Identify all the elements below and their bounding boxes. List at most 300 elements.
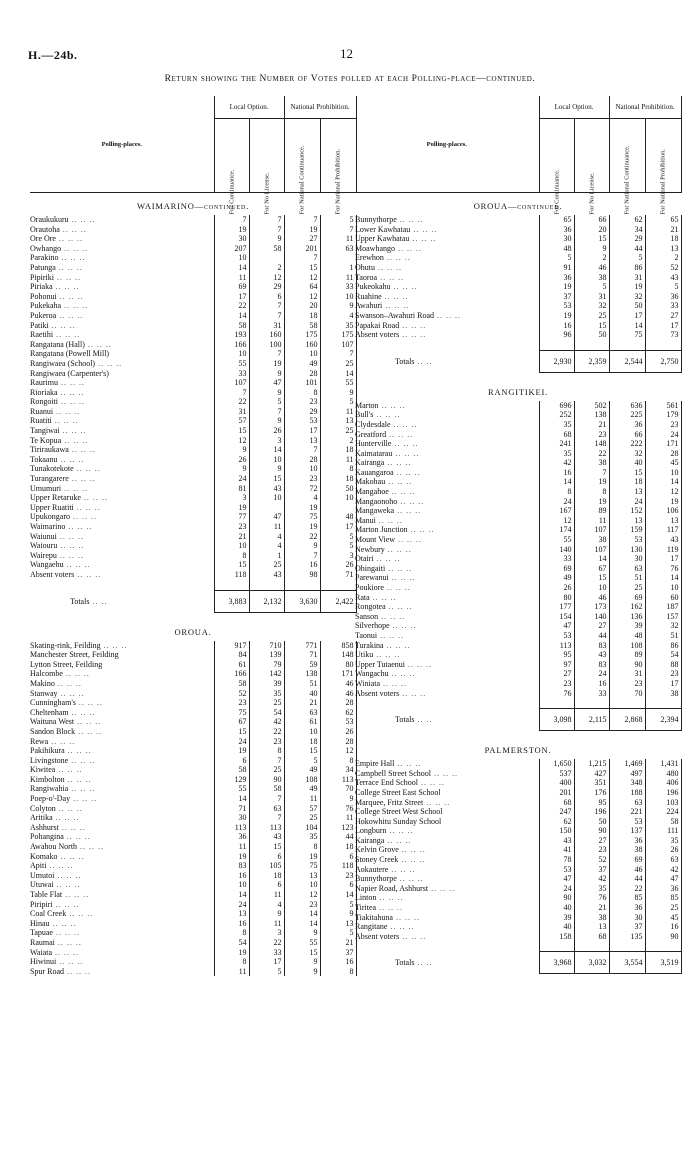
spacer-cell — [539, 698, 574, 709]
polling-place-label: Ashhurst — [30, 822, 59, 832]
table-row — [355, 836, 681, 846]
vote-count-3: 152 — [609, 506, 645, 516]
table-row — [355, 932, 681, 942]
vote-count-3: 130 — [609, 545, 645, 555]
vote-count-3: 61 — [284, 717, 320, 727]
vote-count-3: 9 — [284, 957, 320, 967]
polling-place-label: Tunakotekote — [30, 464, 74, 474]
vote-count-1: 118 — [214, 570, 249, 580]
vote-count-2: 27 — [574, 621, 609, 631]
vote-count-3: 53 — [609, 535, 645, 545]
polling-place-label: Waimarino — [30, 522, 66, 531]
vote-count-3: 138 — [284, 669, 320, 679]
polling-place-label: Utiku — [355, 650, 374, 660]
polling-place-name — [30, 861, 214, 871]
column-header-label: For National Prohibition. — [659, 148, 667, 215]
polling-place-label: Longburn — [355, 826, 387, 836]
totals-row — [355, 350, 681, 372]
polling-place-label: Skating-rink, Feilding — [30, 640, 101, 650]
table-row — [30, 340, 356, 350]
vote-count-4: 35 — [645, 836, 681, 846]
vote-count-3: 28 — [284, 369, 320, 379]
vote-count-2: 83 — [574, 641, 609, 651]
vote-count-2: 11 — [574, 516, 609, 526]
polling-place-name — [30, 957, 214, 967]
polling-place-name — [30, 679, 214, 689]
vote-count-2: 47 — [249, 512, 284, 522]
vote-count-2: 15 — [574, 234, 609, 244]
table-row — [355, 410, 681, 420]
table-row — [355, 602, 681, 612]
vote-count-3: 9 — [284, 967, 320, 977]
vote-count-1: 19 — [214, 852, 249, 862]
vote-count-3: 30 — [609, 913, 645, 923]
vote-count-4: 10 — [645, 468, 681, 478]
vote-count-4: 14 — [320, 890, 356, 900]
vote-count-4: 171 — [645, 439, 681, 449]
table-row — [30, 890, 356, 900]
leader-dots: .. .. .. — [390, 419, 418, 429]
vote-count-2: 138 — [574, 410, 609, 420]
vote-count-2: 10 — [574, 583, 609, 593]
leader-dots: .. .. .. — [392, 448, 420, 458]
vote-count-2 — [249, 503, 284, 513]
vote-count-1: 16 — [214, 871, 249, 881]
vote-count-4: 33 — [320, 282, 356, 292]
polling-place-label: Upper Retaruke — [30, 493, 81, 503]
vote-count-1: 113 — [214, 823, 249, 833]
vote-count-2: 3 — [249, 928, 284, 938]
vote-count-3: 19 — [284, 852, 320, 862]
polling-place-label: Kauangaroa — [355, 467, 394, 477]
leader-dots: .. .. .. — [409, 234, 437, 244]
vote-count-3: 37 — [609, 922, 645, 932]
leader-dots: .. .. .. — [396, 215, 424, 224]
vote-count-2: 43 — [249, 570, 284, 580]
polling-place-label: Silverhope — [355, 621, 390, 631]
leader-dots: .. .. .. — [387, 922, 415, 932]
vote-count-2: 7 — [249, 349, 284, 359]
polling-place-name — [355, 778, 539, 788]
polling-place-name — [355, 564, 539, 574]
polling-place-name — [30, 689, 214, 699]
vote-count-1: 8 — [539, 487, 574, 497]
polling-place-name — [355, 893, 539, 903]
totals-text: Totals — [395, 958, 415, 968]
vote-count-4: 113 — [320, 775, 356, 785]
vote-count-4: 27 — [645, 311, 681, 321]
polling-place-name — [30, 967, 214, 977]
vote-count-2: 22 — [249, 938, 284, 948]
vote-count-1: 16 — [214, 919, 249, 929]
vote-count-4: 480 — [645, 769, 681, 779]
polling-place-name — [30, 737, 214, 747]
polling-place-label: Pukeokahu — [355, 282, 391, 292]
polling-place-name — [355, 449, 539, 459]
vote-count-4: 9 — [320, 794, 356, 804]
leader-dots: .. .. .. — [431, 768, 458, 778]
polling-place-name — [30, 522, 214, 532]
polling-place-label: Rioriaka — [30, 387, 58, 397]
leader-dots: .. .. — [89, 596, 108, 606]
polling-place-label: Apiti — [30, 861, 47, 871]
spacer-cell — [539, 941, 574, 952]
section-name: RANGITIKEI. — [488, 386, 549, 397]
vote-count-2: 23 — [574, 845, 609, 855]
vote-count-3: 98 — [284, 570, 320, 580]
vote-count-4: 11 — [320, 273, 356, 283]
vote-count-4: 33 — [645, 301, 681, 311]
leader-dots: .. .. .. — [58, 822, 86, 832]
leader-dots: .. .. .. — [46, 861, 74, 871]
table-row — [30, 698, 356, 708]
table-row — [355, 506, 681, 516]
vote-count-1: 166 — [214, 669, 249, 679]
table-row — [355, 420, 681, 430]
leader-dots: .. .. .. — [384, 835, 412, 845]
polling-place-name — [355, 477, 539, 487]
polling-place-label: Wangaehu — [30, 560, 64, 570]
polling-place-label: Ohutu — [355, 262, 375, 272]
vote-count-2: 43 — [249, 832, 284, 842]
polling-place-label: Terrace End School — [355, 778, 418, 788]
polling-place-name — [30, 650, 214, 660]
polling-place-name — [355, 497, 539, 507]
leader-dots: .. .. .. — [65, 522, 93, 531]
vote-count-3: 13 — [609, 516, 645, 526]
polling-place-name — [30, 775, 214, 785]
polling-place-label: Napier Road, Ashhurst — [355, 883, 429, 893]
polling-place-name — [355, 573, 539, 583]
table-row — [30, 560, 356, 570]
polling-place-name — [30, 474, 214, 484]
vote-count-4: 10 — [320, 292, 356, 302]
leader-dots: .. .. .. — [56, 531, 84, 541]
national-prohibition-header: National Prohibition. — [284, 96, 356, 119]
vote-count-4: 148 — [320, 650, 356, 660]
leader-dots: .. .. .. — [56, 310, 84, 320]
vote-count-3: 160 — [284, 340, 320, 350]
table-row — [30, 416, 356, 426]
leader-dots: .. .. .. — [73, 502, 101, 512]
spacer-row — [355, 340, 681, 351]
vote-count-4: 23 — [320, 871, 356, 881]
vote-count-1: 52 — [214, 689, 249, 699]
leader-dots: .. .. .. — [62, 669, 90, 679]
polling-place-label: Swanson–Awahuri Road — [355, 310, 435, 320]
leader-dots: .. .. .. — [59, 224, 87, 234]
leader-dots: .. .. .. — [57, 541, 85, 551]
vote-count-2: 46 — [574, 593, 609, 603]
vote-count-2: 95 — [574, 798, 609, 808]
table-row — [30, 493, 356, 503]
vote-count-1: 14 — [539, 477, 574, 487]
table-row — [355, 311, 681, 321]
polling-place-name — [355, 301, 539, 311]
vote-count-4: 18 — [320, 474, 356, 484]
leader-dots: .. .. .. — [383, 640, 411, 650]
vote-count-1: 241 — [539, 439, 574, 449]
leader-dots: .. .. .. — [73, 464, 101, 474]
polling-place-name — [355, 583, 539, 593]
vote-count-1: 10 — [214, 541, 249, 551]
leader-dots: .. .. .. — [68, 445, 96, 455]
vote-count-4: 18 — [320, 445, 356, 455]
polling-place-name — [30, 794, 214, 804]
leader-dots: .. .. .. — [52, 947, 80, 957]
leader-dots: .. .. .. — [393, 467, 421, 477]
leader-dots: .. .. .. — [68, 755, 96, 765]
vote-count-3: 85 — [609, 893, 645, 903]
leader-dots: .. .. .. — [377, 630, 405, 640]
vote-count-3: 23 — [284, 397, 320, 407]
vote-count-1: 14 — [214, 263, 249, 273]
leader-dots: .. .. .. — [423, 797, 451, 807]
leader-dots: .. .. .. — [61, 435, 89, 445]
leader-dots: .. .. .. — [64, 774, 92, 784]
polling-place-name — [355, 602, 539, 612]
leader-dots: .. .. .. — [57, 851, 85, 861]
polling-place-label: Ore Ore — [30, 234, 56, 244]
polling-place-label: Rata — [355, 592, 370, 602]
vote-count-2: 37 — [574, 865, 609, 875]
vote-count-4: 179 — [645, 410, 681, 420]
table-row — [30, 871, 356, 881]
polling-place-name — [355, 769, 539, 779]
vote-count-2: 35 — [249, 689, 284, 699]
vote-count-2: 21 — [574, 420, 609, 430]
vote-count-3: 32 — [609, 449, 645, 459]
vote-count-1: 53 — [539, 631, 574, 641]
leader-dots: .. .. .. — [61, 483, 89, 493]
spacer-cell — [284, 580, 320, 591]
polling-place-name — [355, 225, 539, 235]
vote-count-1: 58 — [214, 765, 249, 775]
leader-dots: .. .. .. — [382, 301, 410, 311]
vote-count-2: 15 — [574, 321, 609, 331]
vote-count-4: 5 — [320, 900, 356, 910]
local-option-header: Local Option. — [539, 96, 609, 119]
vote-count-1: 40 — [539, 903, 574, 913]
vote-count-3: 136 — [609, 612, 645, 622]
vote-count-2: 67 — [574, 564, 609, 574]
table-row — [30, 512, 356, 522]
leader-dots: .. .. .. — [395, 243, 422, 253]
vote-count-2: 38 — [574, 535, 609, 545]
vote-count-2: 33 — [249, 948, 284, 958]
vote-count-4: 19 — [645, 497, 681, 507]
polling-place-label: Piriaka — [30, 282, 53, 292]
vote-count-4: 10 — [645, 583, 681, 593]
vote-count-2: 25 — [249, 560, 284, 570]
vote-count-1: 8 — [214, 928, 249, 938]
vote-count-1: 400 — [539, 778, 574, 788]
leader-dots: .. .. .. — [383, 253, 411, 263]
spacer-cell — [609, 941, 645, 952]
vote-count-2: 35 — [574, 884, 609, 894]
polling-place-name — [355, 292, 539, 302]
vote-count-1: 19 — [214, 746, 249, 756]
table-row — [30, 263, 356, 273]
table-row — [30, 407, 356, 417]
vote-count-1: 54 — [214, 938, 249, 948]
table-row — [355, 487, 681, 497]
polling-place-name — [355, 865, 539, 875]
vote-count-4: 157 — [645, 612, 681, 622]
polling-place-label: Pohonui — [30, 291, 57, 301]
polling-place-name — [30, 823, 214, 833]
vote-count-2: 3 — [249, 436, 284, 446]
polling-place-name — [355, 439, 539, 449]
leader-dots: .. .. .. — [399, 688, 427, 698]
table-row — [30, 689, 356, 699]
column-header-c1 — [539, 119, 574, 215]
leader-dots: .. .. .. — [397, 496, 425, 506]
polling-place-name — [30, 708, 214, 718]
vote-count-1: 23 — [214, 698, 249, 708]
table-row — [355, 798, 681, 808]
vote-count-3: 23 — [284, 900, 320, 910]
vote-count-2: 105 — [249, 861, 284, 871]
vote-count-1: 30 — [214, 813, 249, 823]
polling-place-label: Mangaweka — [355, 506, 395, 516]
table-row — [355, 321, 681, 331]
leader-dots: .. .. — [414, 958, 433, 968]
polling-place-label: Upukongaro — [30, 512, 70, 522]
table-row — [355, 893, 681, 903]
table-row — [355, 330, 681, 340]
polling-place-name — [30, 253, 214, 263]
vote-count-3: 104 — [284, 823, 320, 833]
leader-dots: .. .. .. — [48, 320, 76, 330]
vote-count-1: 48 — [539, 244, 574, 254]
polling-place-label: Tiritea — [355, 903, 377, 913]
vote-count-2: 100 — [249, 340, 284, 350]
vote-count-4: 43 — [645, 273, 681, 283]
polling-place-name — [30, 378, 214, 388]
leader-dots: .. .. .. — [378, 611, 406, 621]
spacer-cell — [645, 698, 681, 709]
vote-count-1: 15 — [214, 560, 249, 570]
polling-place-name — [355, 798, 539, 808]
vote-count-2: 4 — [249, 900, 284, 910]
leader-dots: .. .. — [414, 715, 433, 725]
vote-count-4: 7 — [320, 225, 356, 235]
vote-count-4: 5 — [320, 541, 356, 551]
vote-count-3: 36 — [609, 420, 645, 430]
vote-count-4: 25 — [645, 903, 681, 913]
vote-count-1: 22 — [214, 301, 249, 311]
vote-count-4: 34 — [320, 765, 356, 775]
vote-count-1: 36 — [539, 273, 574, 283]
polling-place-label: Rewa — [30, 736, 49, 746]
spacer-cell — [249, 580, 284, 591]
vote-count-2: 16 — [574, 679, 609, 689]
polling-place-name — [30, 669, 214, 679]
table-row — [30, 455, 356, 465]
vote-count-3: 75 — [284, 861, 320, 871]
totals-text: Totals — [70, 596, 90, 606]
vote-count-3: 188 — [609, 788, 645, 798]
vote-count-3: 19 — [609, 282, 645, 292]
polling-place-label: Campbell Street School — [355, 768, 431, 778]
vote-count-1: 36 — [539, 225, 574, 235]
vote-count-3: 51 — [609, 573, 645, 583]
vote-count-3: 35 — [284, 832, 320, 842]
vote-count-3: 201 — [284, 244, 320, 254]
table-row — [355, 263, 681, 273]
vote-count-2: 32 — [574, 301, 609, 311]
vote-count-2: 14 — [574, 554, 609, 564]
column-header-label: For National Continuance. — [298, 145, 306, 215]
polling-place-label: Marquee, Fritz Street — [355, 797, 424, 807]
vote-count-1: 201 — [539, 788, 574, 798]
polling-place-label: Raumai — [30, 937, 55, 947]
polling-place-label: Kiwitea — [30, 765, 56, 775]
table-row — [30, 765, 356, 775]
vote-count-1: 75 — [214, 708, 249, 718]
vote-count-4: 43 — [645, 535, 681, 545]
table-row — [355, 273, 681, 283]
table-row — [355, 545, 681, 555]
table-row — [355, 292, 681, 302]
spacer-cell — [214, 580, 249, 591]
vote-count-3: 9 — [284, 928, 320, 938]
polling-place-label: Hinau — [30, 918, 50, 928]
polling-place-name — [355, 884, 539, 894]
table-row — [30, 708, 356, 718]
polling-place-label: Livingstone — [30, 755, 69, 765]
table-row — [30, 225, 356, 235]
total-count-3: 2,868 — [609, 709, 645, 731]
leader-dots: .. .. .. — [385, 563, 413, 573]
vote-count-3: 16 — [284, 560, 320, 570]
section-header-row — [355, 372, 681, 401]
vote-count-3: 10 — [284, 464, 320, 474]
polling-place-label: Tiriraukawa — [30, 445, 69, 455]
vote-count-1: 26 — [214, 455, 249, 465]
polling-place-name — [355, 641, 539, 651]
vote-count-2: 4 — [249, 541, 284, 551]
polling-place-label: Tapuae — [30, 928, 53, 938]
polling-place-label: Table Flat — [30, 890, 63, 899]
vote-count-1: 35 — [539, 420, 574, 430]
vote-count-1: 158 — [539, 932, 574, 942]
polling-place-label: Sandon Block — [30, 726, 76, 736]
table-row — [30, 436, 356, 446]
polling-place-label: Rangatana (Hall) — [30, 339, 85, 349]
vote-count-3: 497 — [609, 769, 645, 779]
leader-dots: .. .. .. — [386, 429, 414, 439]
table-row — [355, 788, 681, 798]
vote-count-3: 14 — [609, 321, 645, 331]
polling-place-label: College Street East School — [355, 787, 441, 797]
page-title: Return showing the Number of Votes polled at each Polling-place—continued. — [164, 74, 536, 84]
right-column — [355, 96, 681, 968]
vote-count-1: 7 — [214, 215, 249, 225]
table-row — [30, 948, 356, 958]
vote-count-4: 52 — [645, 263, 681, 273]
polling-place-label: Orautoha — [30, 224, 60, 234]
polling-place-label: Wangachu — [355, 669, 389, 679]
polling-place-label: Pukekaha — [30, 301, 62, 311]
vote-count-2: 10 — [249, 455, 284, 465]
leader-dots: .. .. .. — [55, 262, 83, 272]
page-number: 12 — [340, 46, 353, 61]
polling-place-label: Patunga — [30, 262, 56, 272]
polling-place-name — [30, 560, 214, 570]
table-row — [30, 474, 356, 484]
